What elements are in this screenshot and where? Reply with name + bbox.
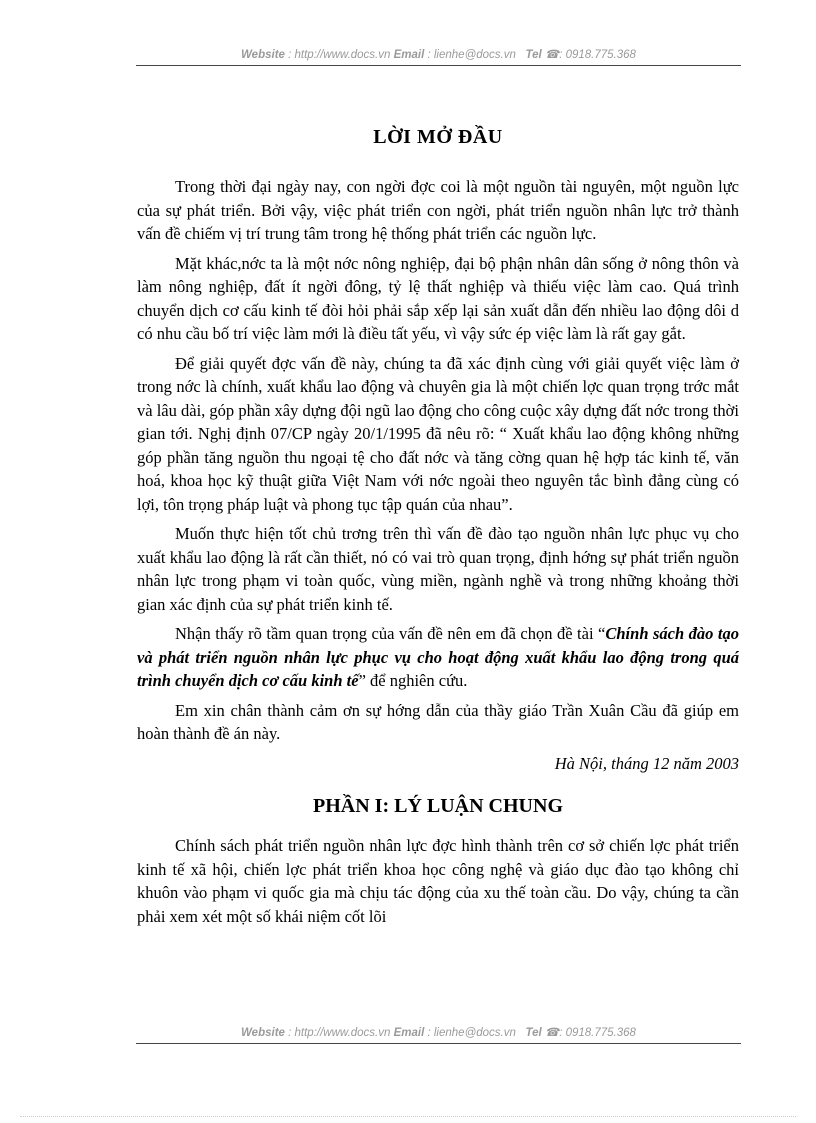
footer-tel-number: : 0918.775.368 xyxy=(559,1027,636,1039)
topic-lead-out: ” để nghiên cứu. xyxy=(358,671,468,690)
page-content xyxy=(137,126,739,934)
place-date-signoff: Hà Nội, tháng 12 năm 2003 xyxy=(554,753,739,773)
footer-email-separator: : xyxy=(424,1027,434,1039)
footer-website-separator: : xyxy=(284,1027,295,1039)
email-address[interactable]: lienhe@docs.vn xyxy=(433,49,516,61)
intro-paragraph-3: Để giải quyết đợc vấn đề này, chúng ta đã xác định cùng với giải quyết việc làm ở trong nớc là chính, xuất khẩu lao động và chuyên gia là một chiến lợc quan trọng trớc mắt và lâu dài, góp phần xây dựng đội ngũ lao động cho công cuộc xây dựng đất nớc trong thời gian tới. Nghị định 07/CP ngày 20/1/1995 đã nêu rõ: “ Xuất khẩu lao động không những góp phần tăng nguồn thu ngoại tệ cho đất nớc và tăng cờng quan hệ hợp tác kinh tế, văn hoá, khoa học kỹ thuật giữa Việt Nam với nớc ngoài theo nguyên tắc bình đẳng cùng có lợi, tôn trọng pháp luật và phong tục tập quán của nhau”. xyxy=(137,353,739,514)
footer-website-label: Website xyxy=(241,1027,285,1039)
document-title: LỜI MỞ ĐẦU xyxy=(373,126,503,148)
page-header xyxy=(136,47,741,61)
intro-paragraph-5 xyxy=(137,622,739,693)
phone-icon: ☎ xyxy=(544,49,560,61)
header-divider xyxy=(136,65,741,66)
footer-divider xyxy=(136,1043,741,1044)
intro-paragraph-4: Muốn thực hiện tốt chủ trơng trên thì vấn đề đào tạo nguồn nhân lực phục vụ cho xuất khẩu lao động là rất cần thiết, nó có vai trò quan trọng, định hớng sự phát triển nguồn nhân lực trong phạm vi toàn quốc, vùng miền, ngành nghề và trong những khoảng thời gian xác định của sự phát triển kinh tế. xyxy=(137,524,739,614)
intro-paragraph-1: Trong thời đại ngày nay, con ngời đợc coi là một nguồn tài nguyên, một nguồn lực của sự phát triển. Bởi vậy, việc phát triển con ngời, phát triển nguồn nhân lực trở thành vấn đề chiếm vị trí trung tâm trong hệ thống phát triển các nguồn lực. xyxy=(137,177,739,243)
footer-tel-label: Tel xyxy=(525,1027,542,1039)
email-label: Email xyxy=(393,49,425,61)
acknowledgement-paragraph: Em xin chân thành cảm ơn sự hớng dẫn của thầy giáo Trần Xuân Cầu đã giúp em hoàn thành đề án này. xyxy=(137,700,739,743)
footer-email-label: Email xyxy=(393,1027,425,1039)
footer-email-address[interactable]: lienhe@docs.vn xyxy=(433,1027,516,1039)
email-separator: : xyxy=(424,49,434,61)
tel-number: : 0918.775.368 xyxy=(559,49,636,61)
tel-label: Tel xyxy=(525,49,542,61)
page-footer xyxy=(136,1025,741,1039)
topic-lead-in: Nhận thấy rõ tầm quan trọng của vấn đề nên em đã chọn đề tài “ xyxy=(175,624,606,643)
section-title: PHẦN I: LÝ LUẬN CHUNG xyxy=(313,795,563,817)
intro-paragraph-2: Mặt khác,nớc ta là một nớc nông nghiệp, đại bộ phận nhân dân sống ở nông thôn và làm nông nghiệp, đất ít ngời đông, tỷ lệ thất nghiệp và thiếu việc làm cao. Quá trình chuyển dịch cơ cấu kinh tế đòi hỏi phải sắp xếp lại sản xuất dẫn đến nhiều lao động dôi d có nhu cầu bố trí việc làm mới là điều tất yếu, vì vậy sức ép việc làm là rất gay gắt. xyxy=(137,253,739,343)
website-url[interactable]: http://www.docs.vn xyxy=(294,49,391,61)
footer-website-url[interactable]: http://www.docs.vn xyxy=(294,1027,391,1039)
thesis-topic: Chính sách đào tạo và phát triển nguồn nhân lực phục vụ cho hoạt động xuất khẩu lao động trong quá trình chuyển dịch cơ cấu kinh tế xyxy=(137,624,740,690)
website-separator: : xyxy=(284,49,295,61)
footer-phone-icon: ☎ xyxy=(544,1027,560,1039)
page-bottom-dotted-line xyxy=(20,1116,796,1117)
section-paragraph-1: Chính sách phát triển nguồn nhân lực đợc hình thành trên cơ sở chiến lợc phát triển kinh tế xã hội, chiến lợc phát triển khoa học công nghệ và giáo dục đào tạo không chỉ khuôn vào phạm vi quốc gia mà chịu tác động của xu thế toàn cầu. Do vậy, chúng ta cần phải xem xét một số khái niệm cốt lõi xyxy=(137,836,739,926)
website-label: Website xyxy=(241,49,285,61)
